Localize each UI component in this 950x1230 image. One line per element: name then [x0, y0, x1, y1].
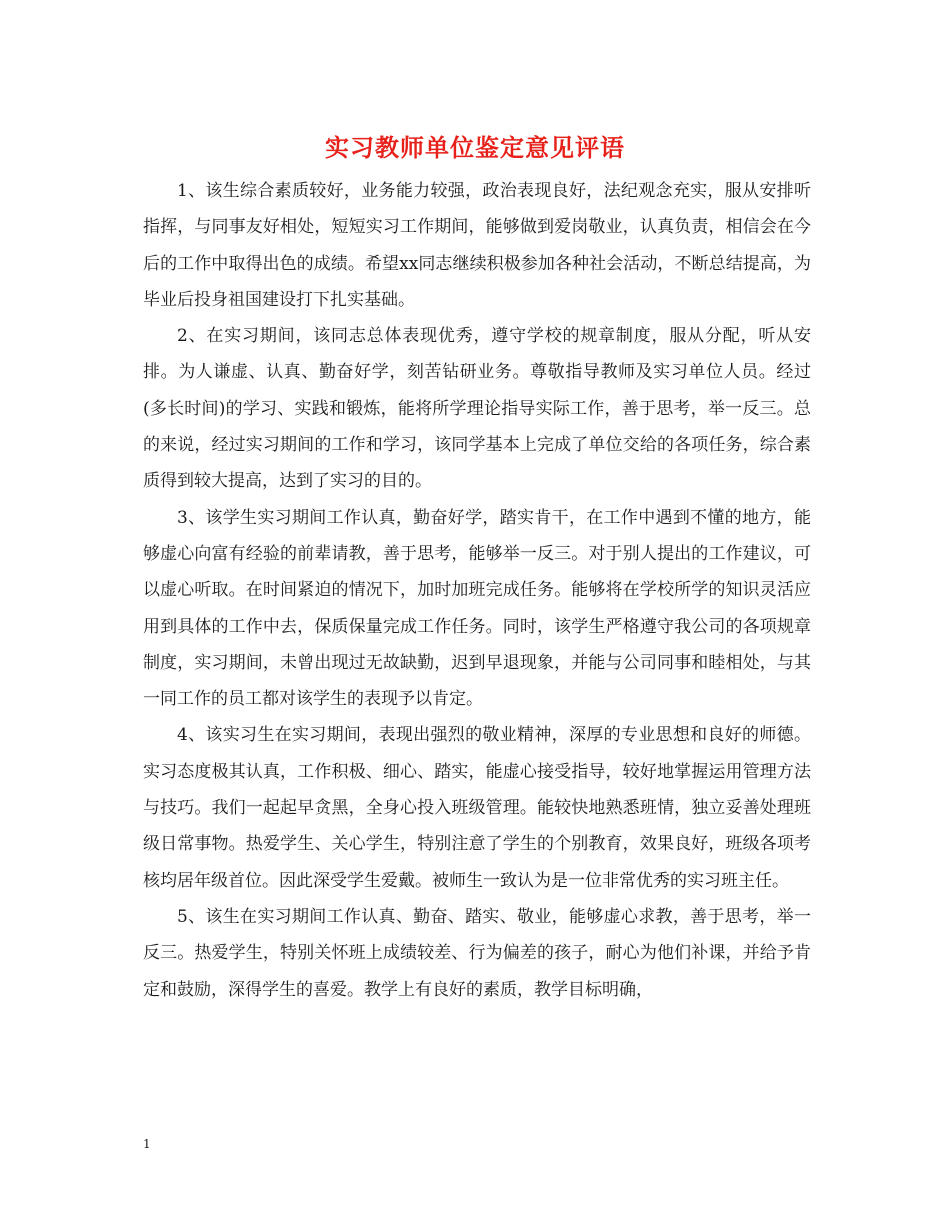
paragraph-1: 1、该生综合素质较好，业务能力较强，政治表现良好，法纪观念充实，服从安排听指挥，与同事友好相处，短短实习工作期间，能够做到爱岗敬业，认真负责，相信会在今后的工作中取得出色的成绩。希望xx同志继续积极参加各种社会活动，不断总结提高，为毕业后投身祖国建设打下扎实基础。 [143, 181, 811, 310]
paragraph-4: 4、该实习生在实习期间，表现出强烈的敬业精神，深厚的专业思想和良好的师德。实习态度极其认真，工作积极、细心、踏实，能虚心接受指导，较好地掌握运用管理方法与技巧。我们一起起早贪黑，全身心投入班级管理。能较快地熟悉班情，独立妥善处理班级日常事物。热爱学生、关心学生，特别注意了学生的个别教育，效果良好，班级各项考核均居年级首位。因此深受学生爱戴。被师生一致认为是一位非常优秀的实习班主任。 [143, 725, 811, 891]
page-number: 1 [143, 1137, 151, 1151]
document-body [143, 173, 811, 1008]
paragraph-5: 5、该生在实习期间工作认真、勤奋、踏实、敬业，能够虚心求教，善于思考，举一反三。热爱学生，特别关怀班上成绩较差、行为偏差的孩子，耐心为他们补课，并给予肯定和鼓励，深得学生的喜爱。教学上有良好的素质，教学目标明确， [143, 906, 811, 1000]
document-title: 实习教师单位鉴定意见评语 [325, 133, 625, 162]
paragraph-3: 3、该学生实习期间工作认真，勤奋好学，踏实肯干，在工作中遇到不懂的地方，能够虚心向富有经验的前辈请教，善于思考，能够举一反三。对于别人提出的工作建议，可以虚心听取。在时间紧迫的情况下，加时加班完成任务。能够将在学校所学的知识灵活应用到具体的工作中去，保质保量完成工作任务。同时，该学生严格遵守我公司的各项规章制度，实习期间，未曾出现过无故缺勤，迟到早退现象，并能与公司同事和睦相处，与其一同工作的员工都对该学生的表现予以肯定。 [143, 507, 811, 710]
paragraph-2: 2、在实习期间，该同志总体表现优秀，遵守学校的规章制度，服从分配，听从安排。为人谦虚、认真、勤奋好学，刻苦钻研业务。尊敬指导教师及实习单位人员。经过(多长时间)的学习、实践和锻炼，能将所学理论指导实际工作，善于思考，举一反三。总的来说，经过实习期间的工作和学习，该同学基本上完成了单位交给的各项任务，综合素质得到较大提高，达到了实习的目的。 [143, 326, 811, 492]
